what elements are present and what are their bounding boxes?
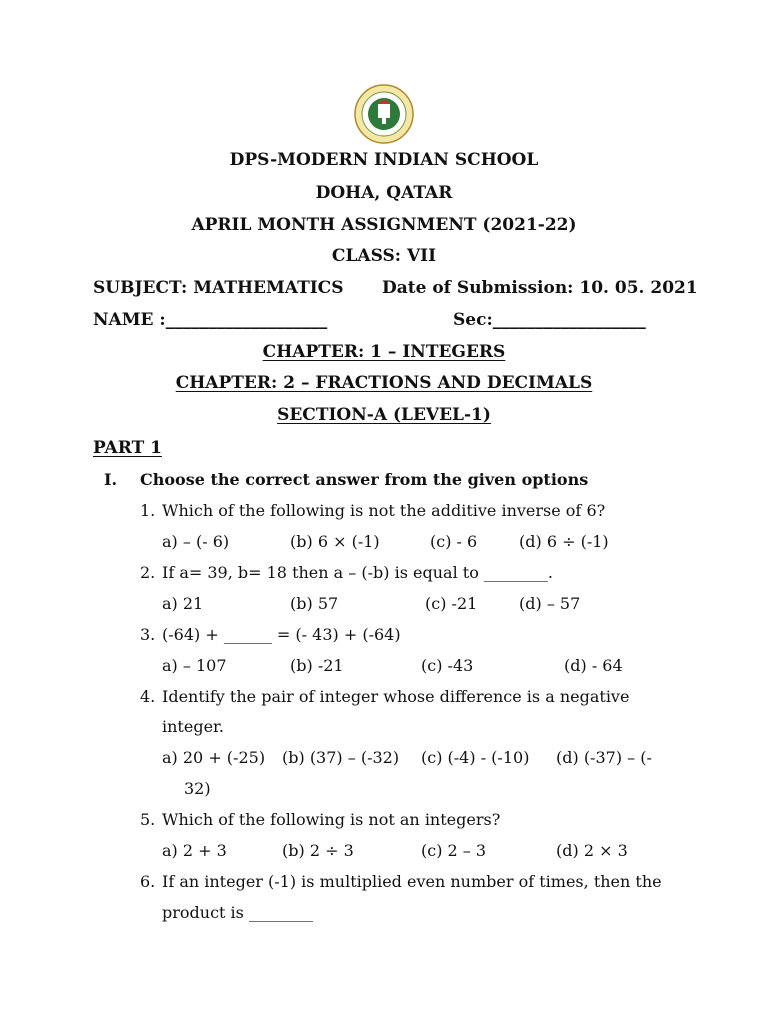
option-d: (d) (-37) – (- [556,748,652,767]
option-b: (b) 2 ÷ 3 [282,841,354,860]
option-d-continued: 32) [184,779,211,798]
chapter-2-title: CHAPTER: 2 – FRACTIONS AND DECIMALS [175,373,593,393]
option-c: (c) -43 [421,656,474,675]
submission-date: Date of Submission: 10. 05. 2021 [382,278,698,298]
option-c: (c) 2 – 3 [421,841,487,860]
school-logo [354,84,414,144]
question-number: 4. [140,687,156,706]
question-text-continued: integer. [162,717,225,736]
instruction-text: Choose the correct answer from the given options [140,470,589,489]
assignment-title: APRIL MONTH ASSIGNMENT (2021-22) [191,215,577,235]
class-label: CLASS: VII [331,246,437,266]
option-d: (d) – 57 [519,594,581,613]
option-a: a) 2 + 3 [162,841,227,860]
question-text-continued: product is ________ [162,903,313,922]
question-number: 2. [140,563,156,582]
option-c: (c) - 6 [430,532,478,551]
option-b: (b) (37) – (-32) [282,748,400,767]
option-a: a) 20 + (-25) [162,748,266,767]
section-field: Sec:__________________ [453,310,646,330]
question-text: If a= 39, b= 18 then a – (-b) is equal to ________. [162,563,553,582]
option-d: (d) 6 ÷ (-1) [519,532,609,551]
part-title: PART 1 [93,438,162,458]
question-text: Identify the pair of integer whose difference is a negative [162,687,630,706]
school-name: DPS-MODERN INDIAN SCHOOL [229,150,539,170]
option-c: (c) (-4) - (-10) [421,748,530,767]
option-d: (d) 2 × 3 [556,841,628,860]
option-b: (b) -21 [290,656,344,675]
option-a: a) – 107 [162,656,227,675]
question-text: (-64) + ______ = (- 43) + (-64) [162,625,401,644]
question-text: Which of the following is not the additive inverse of 6? [162,501,606,520]
option-a: a) – (- 6) [162,532,230,551]
option-a: a) 21 [162,594,204,613]
option-b: (b) 6 × (-1) [290,532,380,551]
question-number: 1. [140,501,156,520]
question-number: 6. [140,872,156,891]
school-location: DOHA, QATAR [315,183,453,203]
question-text: If an integer (-1) is multiplied even number of times, then the [162,872,662,891]
option-d: (d) - 64 [564,656,623,675]
question-text: Which of the following is not an integers? [162,810,501,829]
option-b: (b) 57 [290,594,339,613]
section-title: SECTION-A (LEVEL-1) [277,405,491,425]
name-field: NAME :___________________ [93,310,328,330]
chapter-1-title: CHAPTER: 1 – INTEGERS [262,342,506,362]
question-number: 5. [140,810,156,829]
instruction-numeral: I. [104,470,118,489]
option-c: (c) -21 [425,594,478,613]
question-number: 3. [140,625,156,644]
subject-label: SUBJECT: MATHEMATICS [93,278,344,298]
